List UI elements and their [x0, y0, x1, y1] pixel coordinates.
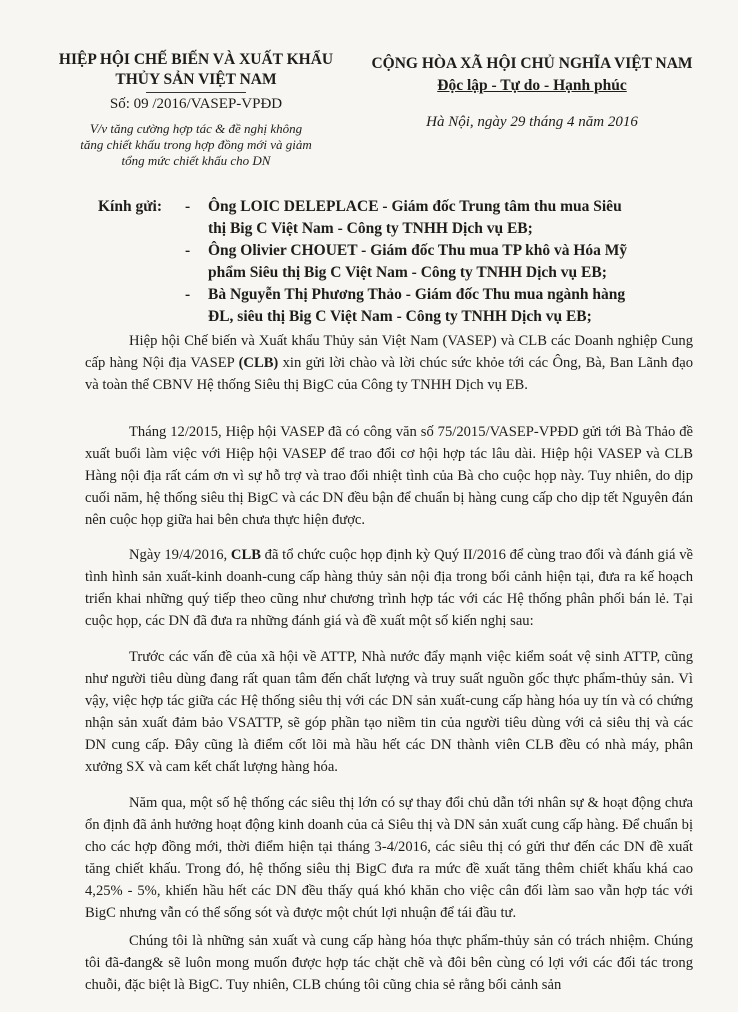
paragraph-meeting-clb: CLB — [230, 547, 261, 563]
paragraph-meeting — [85, 544, 693, 632]
paragraph-greeting — [85, 330, 693, 396]
subject-line — [46, 121, 346, 169]
national-motto-text: Độc lập - Tự do - Hạnh phúc — [437, 77, 627, 94]
recipient-3-line-1: Bà Nguyễn Thị Phương Thảo - Giám đốc Thu mua ngành hàng — [208, 286, 626, 303]
paragraph-meeting-text: đã tổ chức cuộc họp định kỳ Quý II/2016 để cùng trao đổi và đánh giá về tình hình sản xuất-kinh doanh-cung cấp hàng thủy sản nội địa trong bối cảnh hiện tại, đưa ra kế hoạch triển khai những quý tiếp theo cũng như chương trình hợp tác với các Hệ thống phân phối bán lẻ. Tại cuộc họp, các DN đã đưa ra những đánh giá và đề xuất một số kiến nghị sau: — [85, 547, 693, 629]
paragraph-meeting-date: Ngày 19/4/2016, — [129, 547, 231, 563]
document-date: Hà Nội, ngày 29 tháng 4 năm 2016 — [426, 114, 638, 130]
organization-name-line-2: THỦY SẢN VIỆT NAM — [115, 71, 277, 88]
recipient-3-dash: - — [185, 286, 191, 303]
paragraph-food-safety: Trước các vấn đề của xã hội về ATTP, Nhà nước đẩy mạnh việc kiểm soát vệ sinh ATTP, cũng như người tiêu dùng đang rất quan tâm đến chất lượng và truy suất nguồn gốc thực phẩm-thủy sản. Vì vậy, việc hợp tác giữa các Hệ thống siêu thị với các DN sản xuất-cung cấp hàng hóa uy tín và có chứng nhận sản xuất đảm bảo VSATTP, sẽ góp phần tạo niềm tin của người tiêu dùng với cả siêu thị và các DN cung cấp. Đây cũng là điểm cốt lõi mà hầu hết các DN thành viên CLB đều có nhà máy, phân xưởng SX và cam kết chất lượng hàng hóa. — [85, 649, 693, 775]
recipient-2-line-2: phẩm Siêu thị Big C Việt Nam - Công ty TNHH Dịch vụ EB; — [208, 264, 607, 281]
national-title: CỘNG HÒA XÃ HỘI CHỦ NGHĨA VIỆT NAM — [371, 55, 693, 72]
paragraph-background: Tháng 12/2015, Hiệp hội VASEP đã có công văn số 75/2015/VASEP-VPĐD gửi tới Bà Thảo đề xuất buổi làm việc với Hiệp hội VASEP để trao đổi cơ hội hợp tác lâu dài. Hiệp hội VASEP và CLB Hàng nội địa rất cám ơn vì sự hỗ trợ và trao đổi nhiệt tình của Bà cho cuộc họp này. Tuy nhiên, do dịp cuối năm, hệ thống siêu thị BigC và các DN đều bận để chuẩn bị hàng cung cấp cho dịp tết Nguyên đán nên cuộc họp giữa hai bên chưa thực hiện được. — [85, 424, 693, 528]
recipient-3 — [208, 284, 708, 328]
paragraph-greeting-clb: (CLB) — [238, 355, 279, 371]
recipient-1-dash: - — [185, 198, 191, 215]
organization-name-line-1: HIỆP HỘI CHẾ BIẾN VÀ XUẤT KHẨU — [58, 51, 334, 68]
national-motto — [352, 76, 712, 96]
subject-line-3: tổng mức chiết khấu cho DN — [121, 153, 271, 168]
subject-line-2: tăng chiết khấu trong hợp đồng mới và giảm — [80, 137, 312, 152]
recipient-1 — [208, 196, 708, 240]
subject-line-1: V/v tăng cường hợp tác & đề nghị không — [89, 121, 303, 136]
recipient-2 — [208, 240, 708, 284]
recipient-2-line-1: Ông Olivier CHOUET - Giám đốc Thu mua TP khô và Hóa Mỹ — [208, 242, 628, 259]
organization-underline — [146, 92, 246, 93]
recipient-1-line-2: thị Big C Việt Nam - Công ty TNHH Dịch vụ EB; — [208, 220, 533, 237]
recipient-2-dash: - — [185, 242, 191, 259]
recipient-1-line-1: Ông LOIC DELEPLACE - Giám đốc Trung tâm thu mua Siêu — [208, 198, 622, 215]
recipient-3-line-2: ĐL, siêu thị Big C Việt Nam - Công ty TNHH Dịch vụ EB; — [208, 308, 592, 325]
paragraph-discount: Năm qua, một số hệ thống các siêu thị lớn có sự thay đổi chủ dẫn tới nhân sự & hoạt động chưa ổn định đã ảnh hưởng hoạt động kinh doanh của cả Siêu thị và DN sản xuất cung cấp hàng. Để chuẩn bị cho các hợp đồng mới, thời điểm hiện tại tháng 3-4/2016, các siêu thị có gửi thư đến các DN đề xuất tăng chiết khấu. Trong đó, hệ thống siêu thị BigC đưa ra mức đề xuất tăng thêm chiết khấu khá cao 4,25% - 5%, khiến hầu hết các DN đều thấy quá khó khăn cho việc cân đối làm sao vẫn hợp tác với BigC nhưng vẫn có thể sống sót và được một chút lợi nhuận để tái đầu tư. — [85, 795, 693, 921]
recipients-label: Kính gửi: — [98, 198, 162, 215]
paragraph-greeting-text-a: Hiệp hội Chế biến và Xuất khẩu Thủy sản Việt Nam (VASEP) và CLB các Doanh nghiệp Cung cấp hàng Nội địa VASEP — [85, 333, 693, 371]
organization-name — [46, 50, 346, 90]
document-number: Số: 09 /2016/VASEP-VPĐD — [109, 96, 283, 112]
paragraph-responsibility: Chúng tôi là những sản xuất và cung cấp hàng hóa thực phẩm-thủy sản có trách nhiệm. Chúng tôi đã-đang& sẽ luôn mong muốn được hợp tác chặt chẽ và đôi bên cùng có lợi với các đối tác trong chuỗi, đặc biệt là BigC. Tuy nhiên, CLB chúng tôi cũng chia sẻ rằng bối cảnh sản — [85, 933, 693, 993]
paragraph-greeting-text-b: xin gửi lời chào và lời chúc sức khỏe tới các Ông, Bà, Ban Lãnh đạo và toàn thể CBNV Hệ thống Siêu thị BigC của Công ty TNHH Dịch vụ EB. — [85, 355, 693, 393]
